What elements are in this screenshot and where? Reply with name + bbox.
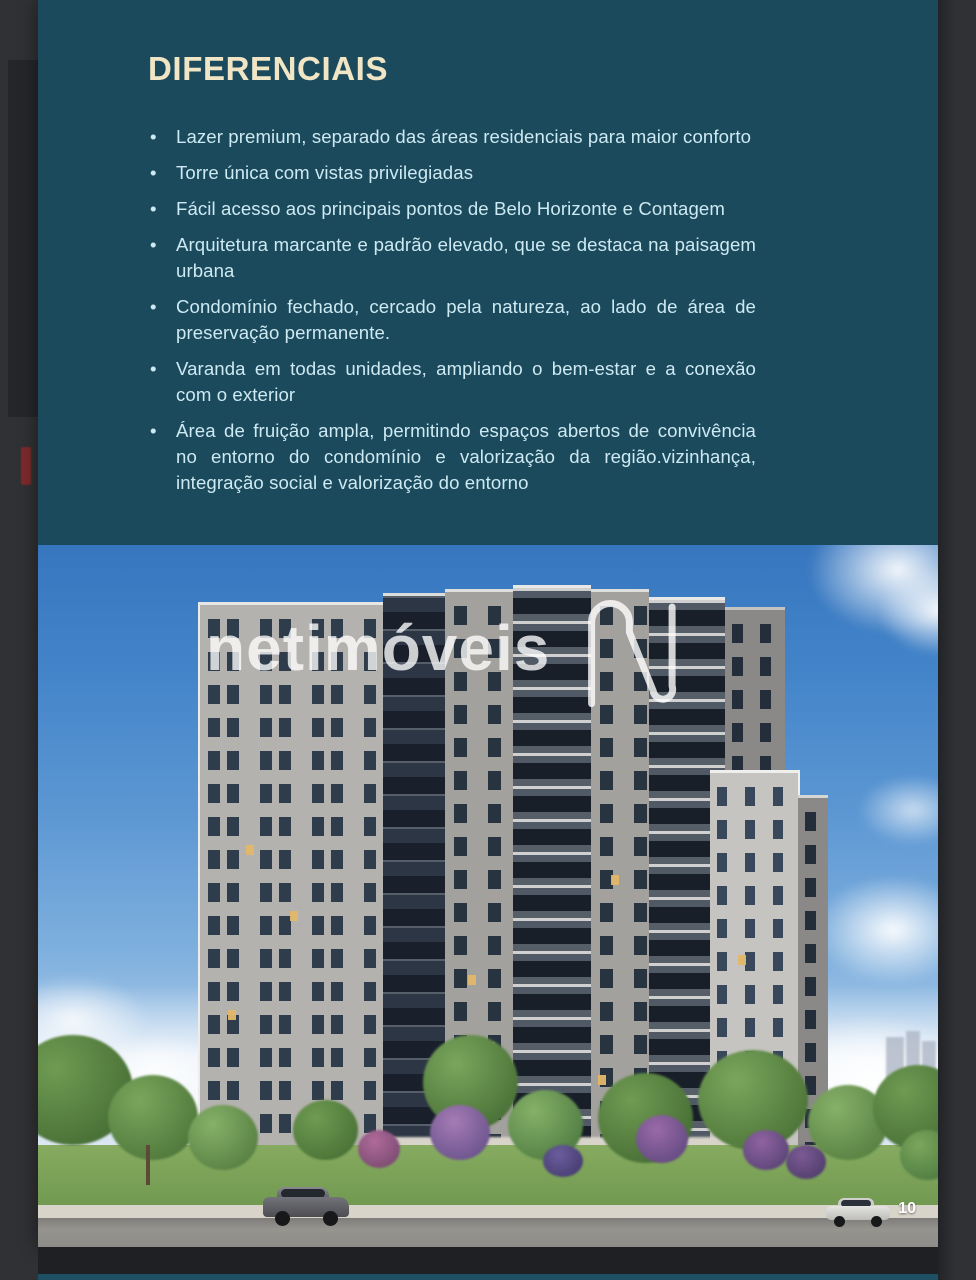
bullet-item: • Lazer premium, separado das áreas residenciais para maior conforto	[148, 124, 756, 150]
next-page-edge	[38, 1274, 938, 1280]
bullet-list	[148, 124, 756, 496]
sidewalk	[38, 1205, 938, 1218]
watermark-text: netimóveis	[206, 612, 551, 684]
tree-trunk	[146, 1145, 150, 1185]
bullet-item: • Arquitetura marcante e padrão elevado, que se destaca na paisagem urbana	[148, 232, 756, 284]
bullet-item: • Área de fruição ampla, permitindo espaços abertos de convivência no entorno do condomínio e valorização da região.vizinhança, integração social e valorização do entorno	[148, 418, 756, 496]
bullet-item: • Fácil acesso aos principais pontos de Belo Horizonte e Contagem	[148, 196, 756, 222]
purple-tree	[636, 1115, 688, 1163]
cloud	[858, 775, 938, 845]
cloud	[813, 875, 938, 985]
purple-shrub	[743, 1130, 789, 1170]
viewer-left-strip	[0, 0, 38, 1280]
tree	[293, 1100, 358, 1160]
bullet-item: • Torre única com vistas privilegiadas	[148, 160, 756, 186]
lit-window	[738, 955, 746, 965]
purple-shrub	[786, 1145, 826, 1179]
purple-shrub	[543, 1145, 583, 1177]
page-number: 10	[898, 1200, 916, 1217]
lit-window	[598, 1075, 606, 1085]
page-column	[38, 0, 938, 1280]
road	[38, 1218, 938, 1247]
netimoveis-n-logo-icon	[572, 583, 684, 715]
building-render-image	[38, 545, 938, 1247]
lit-window	[290, 911, 298, 921]
sidebar-red-thumbnail[interactable]	[21, 447, 31, 485]
lit-window	[611, 875, 619, 885]
bullet-item: • Condomínio fechado, cercado pela natureza, ao lado de área de preservação permanente.	[148, 294, 756, 346]
purple-shrub	[358, 1130, 400, 1168]
lit-window	[468, 975, 476, 985]
page-gap	[38, 1247, 938, 1274]
tree	[108, 1075, 198, 1160]
page-title: DIFERENCIAIS	[148, 50, 389, 87]
lit-window	[246, 845, 254, 855]
purple-tree	[430, 1105, 490, 1160]
white-car	[826, 1198, 890, 1224]
lit-window	[228, 1010, 236, 1020]
document-page	[38, 0, 938, 1247]
netimoveis-watermark	[206, 583, 684, 715]
bullet-item: • Varanda em todas unidades, ampliando o bem-estar e a conexão com o exterior	[148, 356, 756, 408]
suv-car	[263, 1187, 349, 1221]
viewer-right-strip	[938, 0, 976, 1280]
sidebar-thumbnail[interactable]	[8, 60, 38, 417]
tree	[188, 1105, 258, 1170]
